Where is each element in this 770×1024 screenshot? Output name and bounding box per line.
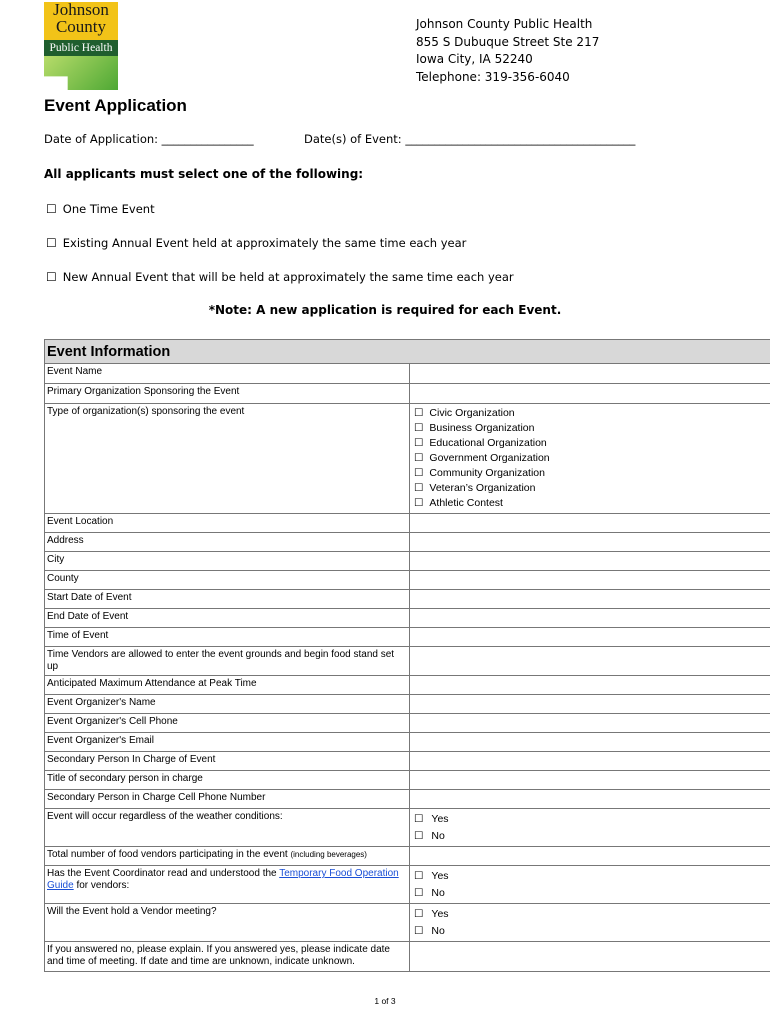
vendors-total-label: Total number of food vendors participating in the event <box>47 849 288 860</box>
page-number: 1 of 3 <box>374 996 396 1006</box>
agency-address <box>416 16 599 86</box>
option-existing-annual-event[interactable] <box>46 236 466 250</box>
guide-label-end: for vendors: <box>73 880 130 891</box>
address-line-4: Telephone: 319-356-6040 <box>416 69 570 84</box>
org-type-options <box>410 404 770 514</box>
option-label: Yes <box>431 813 449 825</box>
organizer-email-input[interactable] <box>410 733 770 752</box>
row-label: City <box>45 552 410 571</box>
secondary-phone-input[interactable] <box>410 790 770 809</box>
row-label <box>45 847 410 866</box>
table-row <box>45 628 770 647</box>
row-label: County <box>45 571 410 590</box>
checkbox-icon[interactable]: ☐ <box>414 407 424 419</box>
row-label <box>45 866 410 904</box>
checkbox-icon[interactable]: ☐ <box>414 924 424 937</box>
page-title: Event Application <box>44 96 187 115</box>
logo-county-shape <box>44 56 118 90</box>
row-label: Anticipated Maximum Attendance at Peak Time <box>45 676 410 695</box>
option-label: Educational Organization <box>429 437 547 449</box>
vendors-total-note: (including beverages) <box>290 850 367 859</box>
option-label: Yes <box>431 908 449 920</box>
table-header: Event Information <box>45 340 770 364</box>
checkbox-icon[interactable]: ☐ <box>414 908 424 920</box>
organizer-name-input[interactable] <box>410 695 770 714</box>
checkbox-icon[interactable]: ☐ <box>414 813 424 825</box>
address-line-3: Iowa City, IA 52240 <box>416 52 533 66</box>
option-label: Business Organization <box>429 422 535 434</box>
option-label: No <box>431 829 445 842</box>
event-information-table <box>44 339 770 972</box>
table-row <box>45 676 770 695</box>
logo-text-1: Johnson <box>53 0 109 19</box>
checkbox-icon[interactable]: ☐ <box>414 497 424 509</box>
row-label: Will the Event hold a Vendor meeting? <box>45 904 410 942</box>
checkbox-icon[interactable]: ☐ <box>414 482 424 494</box>
checkbox-icon[interactable]: ☐ <box>414 467 424 479</box>
row-label: Time Vendors are allowed to enter the event grounds and begin food stand set up <box>45 647 410 676</box>
row-label: Secondary Person In Charge of Event <box>45 752 410 771</box>
row-label: Secondary Person in Charge Cell Phone Number <box>45 790 410 809</box>
row-label: Event Name <box>45 364 410 384</box>
row-label: Event Organizer's Cell Phone <box>45 714 410 733</box>
table-row <box>45 695 770 714</box>
option-label: One Time Event <box>62 202 155 216</box>
guide-label-start: Has the Event Coordinator read and understood the <box>47 868 280 879</box>
table-row <box>45 404 770 514</box>
checkbox-icon[interactable]: ☐ <box>414 422 424 434</box>
meeting-no[interactable] <box>412 923 770 940</box>
table-row <box>45 552 770 571</box>
table-row <box>45 514 770 533</box>
address-line-1: Johnson County Public Health <box>416 17 593 31</box>
org-option-civic[interactable] <box>412 406 770 421</box>
option-label: New Annual Event that will be held at approximately the same time each year <box>62 270 514 284</box>
county-input[interactable] <box>410 571 770 590</box>
row-label: Address <box>45 533 410 552</box>
option-label: Athletic Contest <box>429 497 503 509</box>
weather-yes[interactable] <box>412 811 770 828</box>
city-input[interactable] <box>410 552 770 571</box>
table-row <box>45 609 770 628</box>
time-input[interactable] <box>410 628 770 647</box>
option-label: No <box>431 924 445 937</box>
meeting-yes[interactable] <box>412 906 770 923</box>
checkbox-icon[interactable]: ☐ <box>414 452 424 464</box>
option-one-time-event[interactable] <box>46 202 155 216</box>
table-row <box>45 771 770 790</box>
checkbox-icon[interactable]: ☐ <box>414 870 424 882</box>
org-option-educational[interactable] <box>412 436 770 451</box>
option-label: Yes <box>431 870 449 882</box>
end-date-input[interactable] <box>410 609 770 628</box>
vendor-meeting-options <box>410 904 770 942</box>
attendance-input[interactable] <box>410 676 770 695</box>
row-label: Title of secondary person in charge <box>45 771 410 790</box>
row-label: Event Organizer's Name <box>45 695 410 714</box>
table-row <box>45 733 770 752</box>
row-label: Event will occur regardless of the weather conditions: <box>45 809 410 847</box>
checkbox-icon[interactable]: ☐ <box>414 437 424 449</box>
table-row <box>45 942 770 972</box>
table-row <box>45 364 770 384</box>
organizer-phone-input[interactable] <box>410 714 770 733</box>
dates-of-event-field[interactable]: Date(s) of Event: ________________________________________ <box>304 132 636 146</box>
table-row <box>45 714 770 733</box>
application-note: *Note: A new application is required for each Event. <box>208 303 562 317</box>
checkbox-icon[interactable]: ☐ <box>414 829 424 842</box>
event-name-input[interactable] <box>410 364 770 384</box>
guide-no[interactable] <box>412 885 770 902</box>
guide-options <box>410 866 770 904</box>
vendors-total-input[interactable] <box>410 847 770 866</box>
temporary-food-guide-link[interactable]: Temporary Food Operation Guide <box>47 868 399 891</box>
row-label: End Date of Event <box>45 609 410 628</box>
vendor-time-input[interactable] <box>410 647 770 676</box>
table-row <box>45 571 770 590</box>
checkbox-icon[interactable]: ☐ <box>414 886 424 899</box>
logo-text-3: Public Health <box>49 42 113 54</box>
event-location-input[interactable] <box>410 514 770 533</box>
table-row <box>45 790 770 809</box>
row-label: If you answered no, please explain. If you answered yes, please indicate date and time of meeting. If date and time are unknown, indicate unknown. <box>45 942 410 972</box>
table-row <box>45 533 770 552</box>
selection-instruction: All applicants must select one of the following: <box>44 167 364 181</box>
option-label: Civic Organization <box>429 407 515 419</box>
org-option-government[interactable] <box>412 451 770 466</box>
row-label: Primary Organization Sponsoring the Event <box>45 384 410 404</box>
option-label: Existing Annual Event held at approximately the same time each year <box>62 236 467 250</box>
org-option-community[interactable] <box>412 466 770 481</box>
checkbox-icon[interactable]: ☐ <box>46 270 57 284</box>
row-label: Event Organizer's Email <box>45 733 410 752</box>
date-of-application-field[interactable]: Date of Application: ________________ <box>44 132 254 146</box>
address-input[interactable] <box>410 533 770 552</box>
table-row <box>45 847 770 866</box>
org-option-business[interactable] <box>412 421 770 436</box>
secondary-person-input[interactable] <box>410 752 770 771</box>
row-label: Start Date of Event <box>45 590 410 609</box>
table-row <box>45 647 770 676</box>
checkbox-icon[interactable]: ☐ <box>46 236 57 250</box>
option-label: Government Organization <box>429 452 550 464</box>
explain-input[interactable] <box>410 942 770 972</box>
county-logo <box>44 2 118 90</box>
table-row <box>45 590 770 609</box>
weather-no[interactable] <box>412 828 770 845</box>
primary-org-input[interactable] <box>410 384 770 404</box>
table-row <box>45 904 770 942</box>
table-row <box>45 752 770 771</box>
row-label: Event Location <box>45 514 410 533</box>
weather-options <box>410 809 770 847</box>
row-label: Type of organization(s) sponsoring the event <box>45 404 410 514</box>
table-row <box>45 809 770 847</box>
option-new-annual-event[interactable] <box>46 270 514 284</box>
org-option-veteran[interactable] <box>412 481 770 496</box>
checkbox-icon[interactable]: ☐ <box>46 202 57 216</box>
option-label: No <box>431 886 445 899</box>
logo-text-2: County <box>55 17 107 36</box>
org-option-athletic[interactable] <box>412 496 770 511</box>
row-label: Time of Event <box>45 628 410 647</box>
table-row <box>45 384 770 404</box>
address-line-2: 855 S Dubuque Street Ste 217 <box>416 34 600 49</box>
table-row <box>45 866 770 904</box>
option-label: Veteran’s Organization <box>429 482 536 494</box>
guide-yes[interactable] <box>412 868 770 885</box>
option-label: Community Organization <box>429 467 545 479</box>
start-date-input[interactable] <box>410 590 770 609</box>
secondary-title-input[interactable] <box>410 771 770 790</box>
